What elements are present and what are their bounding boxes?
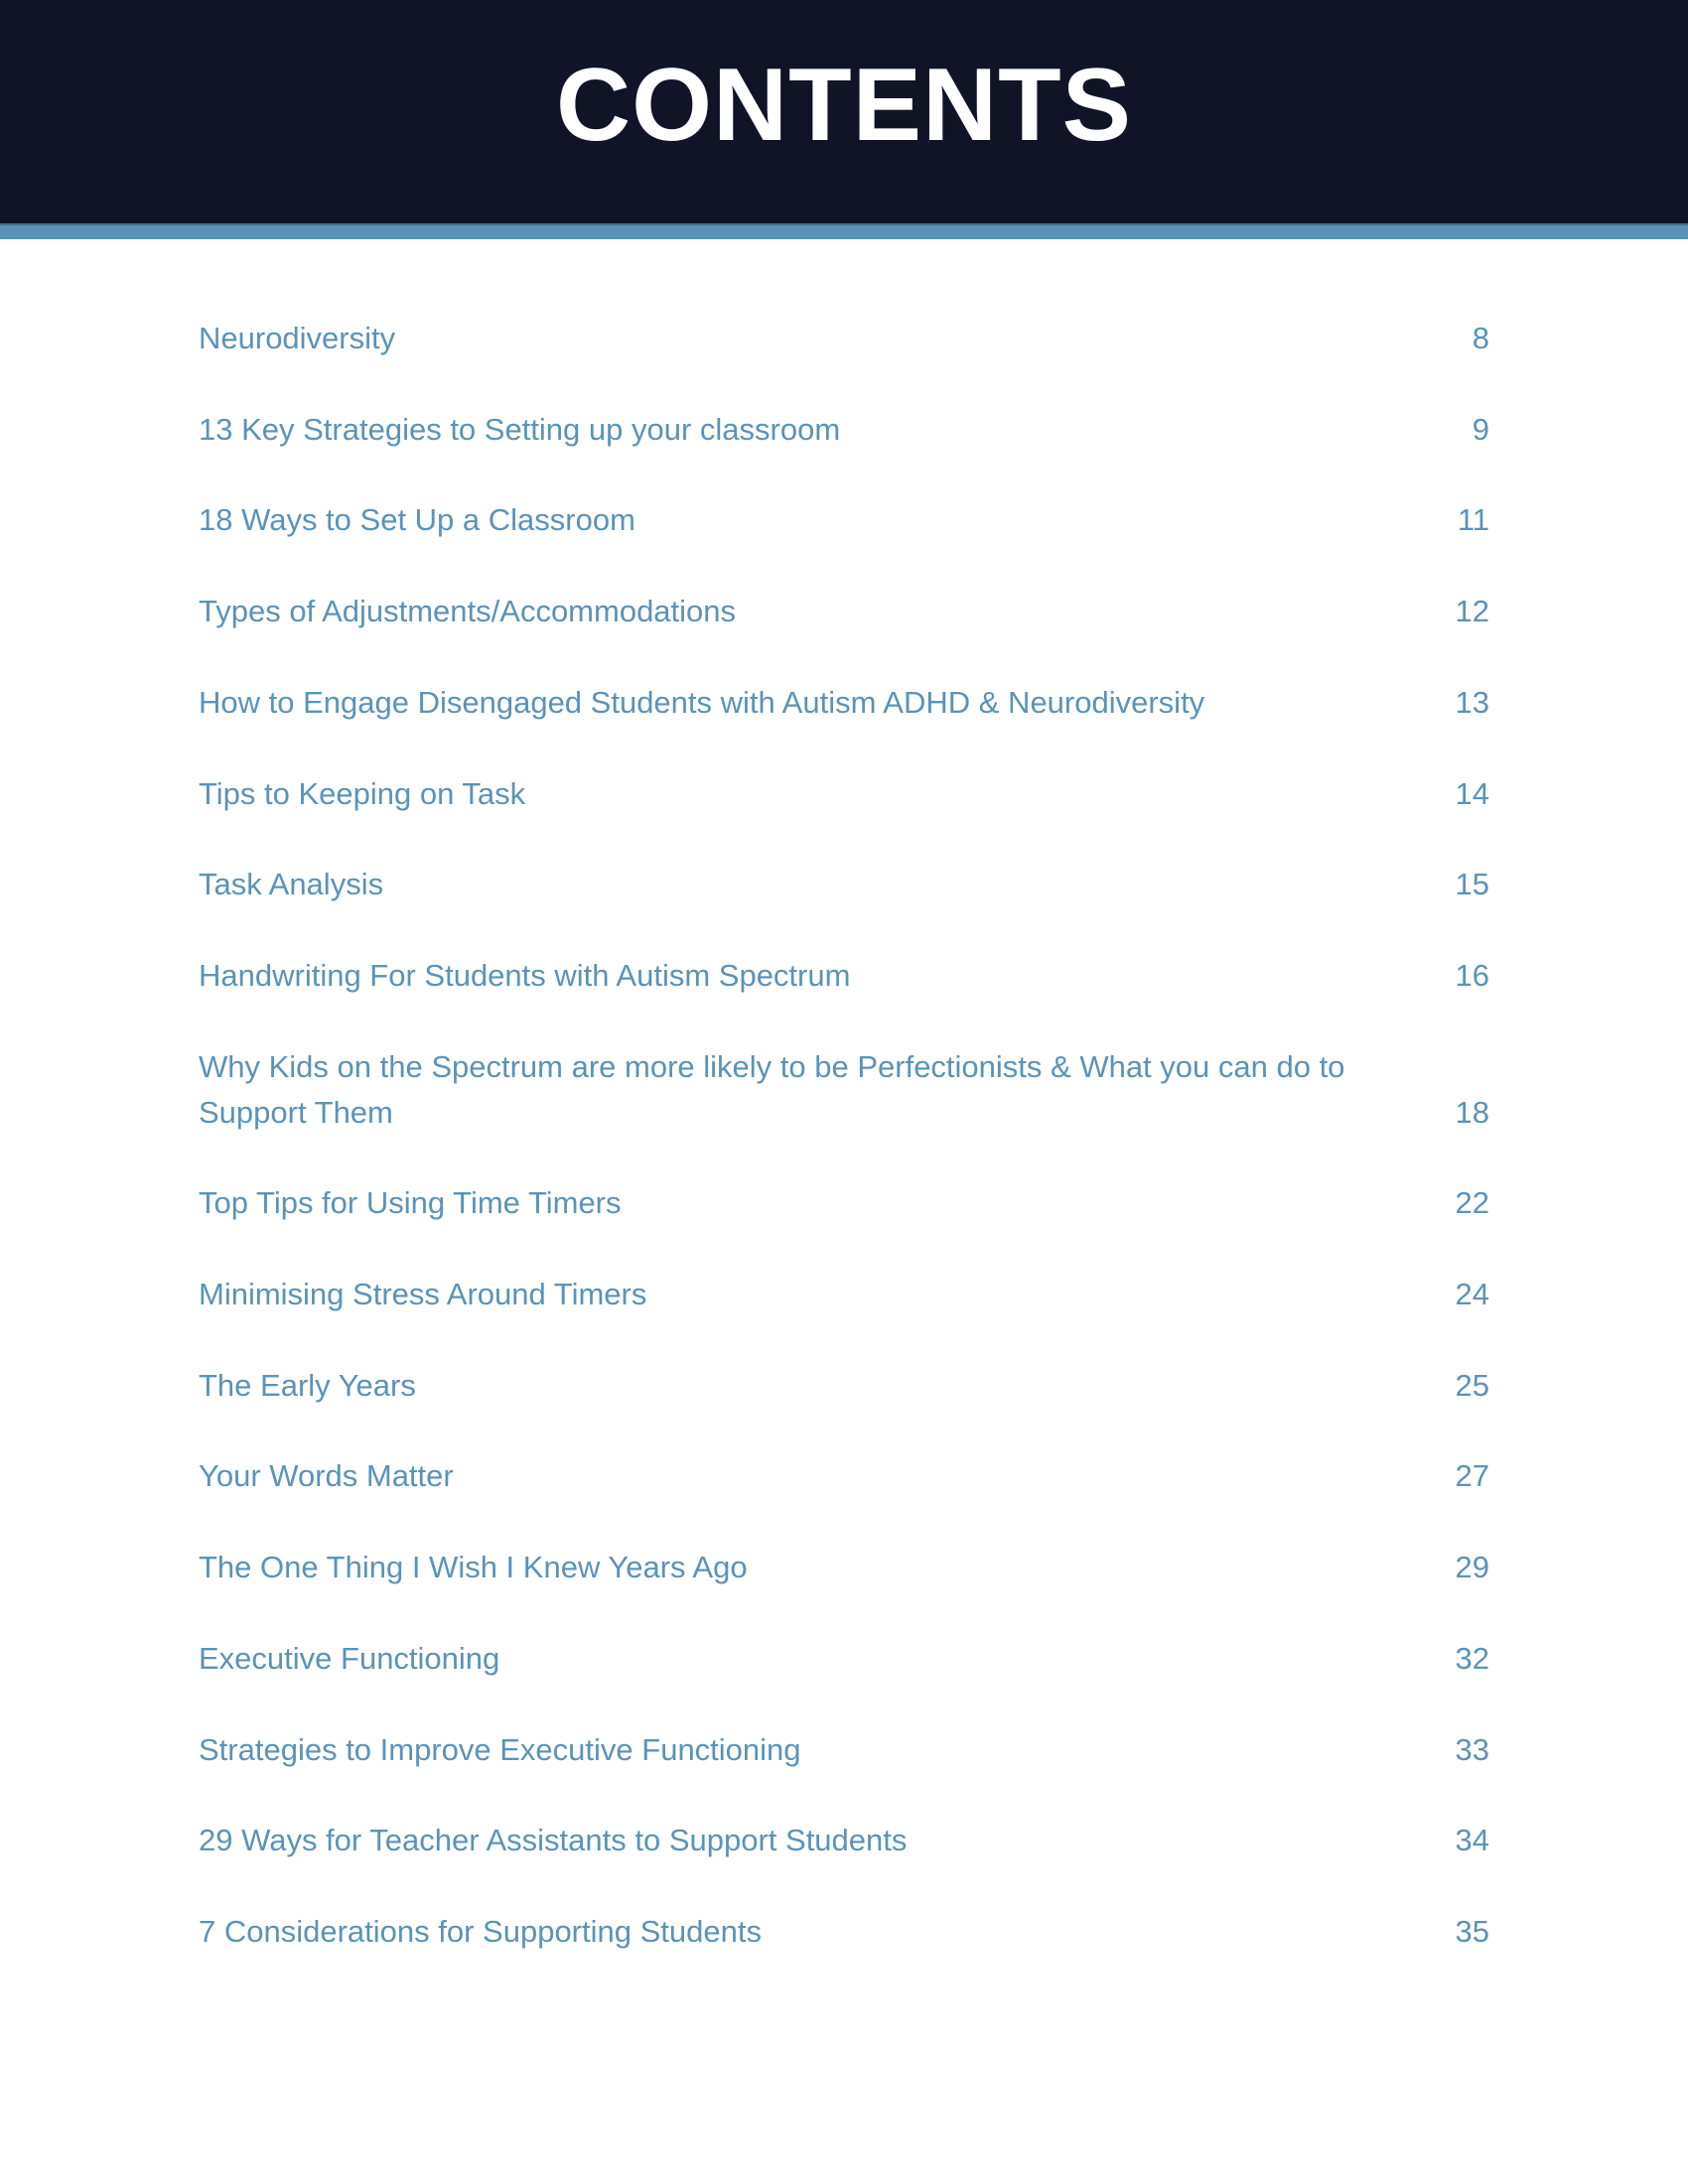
- toc-entry[interactable]: [199, 862, 1489, 907]
- toc-entry[interactable]: [199, 1636, 1489, 1682]
- toc-entry-page-number: 33: [1455, 1731, 1489, 1767]
- toc-entry-page-number: 24: [1455, 1277, 1489, 1311]
- toc-entry[interactable]: [199, 1272, 1489, 1317]
- toc-entry-title[interactable]: The One Thing I Wish I Knew Years Ago: [199, 1550, 748, 1585]
- toc-entry-title[interactable]: Strategies to Improve Executive Functioning: [199, 1731, 801, 1767]
- toc-entry-title[interactable]: Your Words Matter: [199, 1458, 454, 1494]
- toc-entry-page-number: 15: [1455, 867, 1489, 902]
- toc-entry-title[interactable]: The Early Years: [199, 1367, 416, 1403]
- toc-entry-title[interactable]: Handwriting For Students with Autism Spectrum: [199, 957, 851, 993]
- toc-entry-title[interactable]: Task Analysis: [199, 867, 384, 902]
- toc-entry[interactable]: [199, 1909, 1489, 1955]
- toc-entry-page-number: 13: [1455, 684, 1489, 720]
- header-stripe: [0, 223, 1688, 239]
- toc-entry-title[interactable]: 7 Considerations for Supporting Students: [199, 1913, 762, 1949]
- toc-entry-page-number: 11: [1457, 502, 1489, 538]
- toc-entry-page-number: 25: [1455, 1367, 1489, 1403]
- toc-entry[interactable]: [199, 497, 1489, 543]
- toc-entry-title[interactable]: Types of Adjustments/Accommodations: [199, 594, 737, 629]
- toc-entry-title[interactable]: Neurodiversity: [199, 321, 396, 355]
- toc-entry-title[interactable]: Why Kids on the Spectrum are more likely to be Perfectionists & What you can do to Support Them: [199, 1048, 1345, 1130]
- toc-entry-page-number: 8: [1472, 321, 1489, 355]
- toc-entry-page-number: 22: [1455, 1185, 1489, 1221]
- toc-entry[interactable]: [199, 1180, 1489, 1226]
- toc-entry-page-number: 34: [1455, 1823, 1489, 1858]
- toc-entry-title[interactable]: 18 Ways to Set Up a Classroom: [199, 502, 635, 538]
- toc-entry-title[interactable]: Top Tips for Using Time Timers: [199, 1185, 622, 1221]
- toc-entry-page-number: 35: [1455, 1913, 1489, 1949]
- toc-entry-page-number: 32: [1455, 1640, 1489, 1676]
- toc-entry-title[interactable]: Tips to Keeping on Task: [199, 775, 526, 811]
- page-title: CONTENTS: [556, 48, 1132, 163]
- toc-entry-page-number: 14: [1455, 775, 1489, 811]
- toc-entry-title[interactable]: 13 Key Strategies to Setting up your classroom: [199, 411, 841, 447]
- toc-entry-page-number: 16: [1455, 957, 1489, 993]
- toc-entry[interactable]: [199, 1727, 1489, 1773]
- toc-entry-title[interactable]: 29 Ways for Teacher Assistants to Support Students: [199, 1823, 908, 1858]
- header-banner: [0, 0, 1688, 223]
- toc-entry[interactable]: [199, 1044, 1489, 1136]
- toc-entry[interactable]: [199, 316, 1489, 361]
- toc-entry[interactable]: [199, 1453, 1489, 1499]
- toc-entry-page-number: 18: [1455, 1094, 1489, 1130]
- toc-entry-title[interactable]: Executive Functioning: [199, 1640, 500, 1676]
- toc-entry[interactable]: [199, 680, 1489, 726]
- toc-entry[interactable]: [199, 1818, 1489, 1863]
- toc-entry[interactable]: [199, 953, 1489, 999]
- toc-entry-title[interactable]: Minimising Stress Around Timers: [199, 1277, 647, 1311]
- toc-entry[interactable]: [199, 589, 1489, 634]
- toc-entry-page-number: 12: [1455, 594, 1489, 629]
- toc-entry[interactable]: [199, 407, 1489, 453]
- toc-entry-page-number: 9: [1472, 411, 1489, 447]
- toc-entry[interactable]: [199, 1545, 1489, 1590]
- toc-entry-page-number: 29: [1455, 1550, 1489, 1585]
- toc-entry[interactable]: [199, 771, 1489, 817]
- toc-entry-title[interactable]: How to Engage Disengaged Students with Autism ADHD & Neurodiversity: [199, 684, 1205, 720]
- toc-entry[interactable]: [199, 1363, 1489, 1409]
- toc-entry-page-number: 27: [1455, 1458, 1489, 1494]
